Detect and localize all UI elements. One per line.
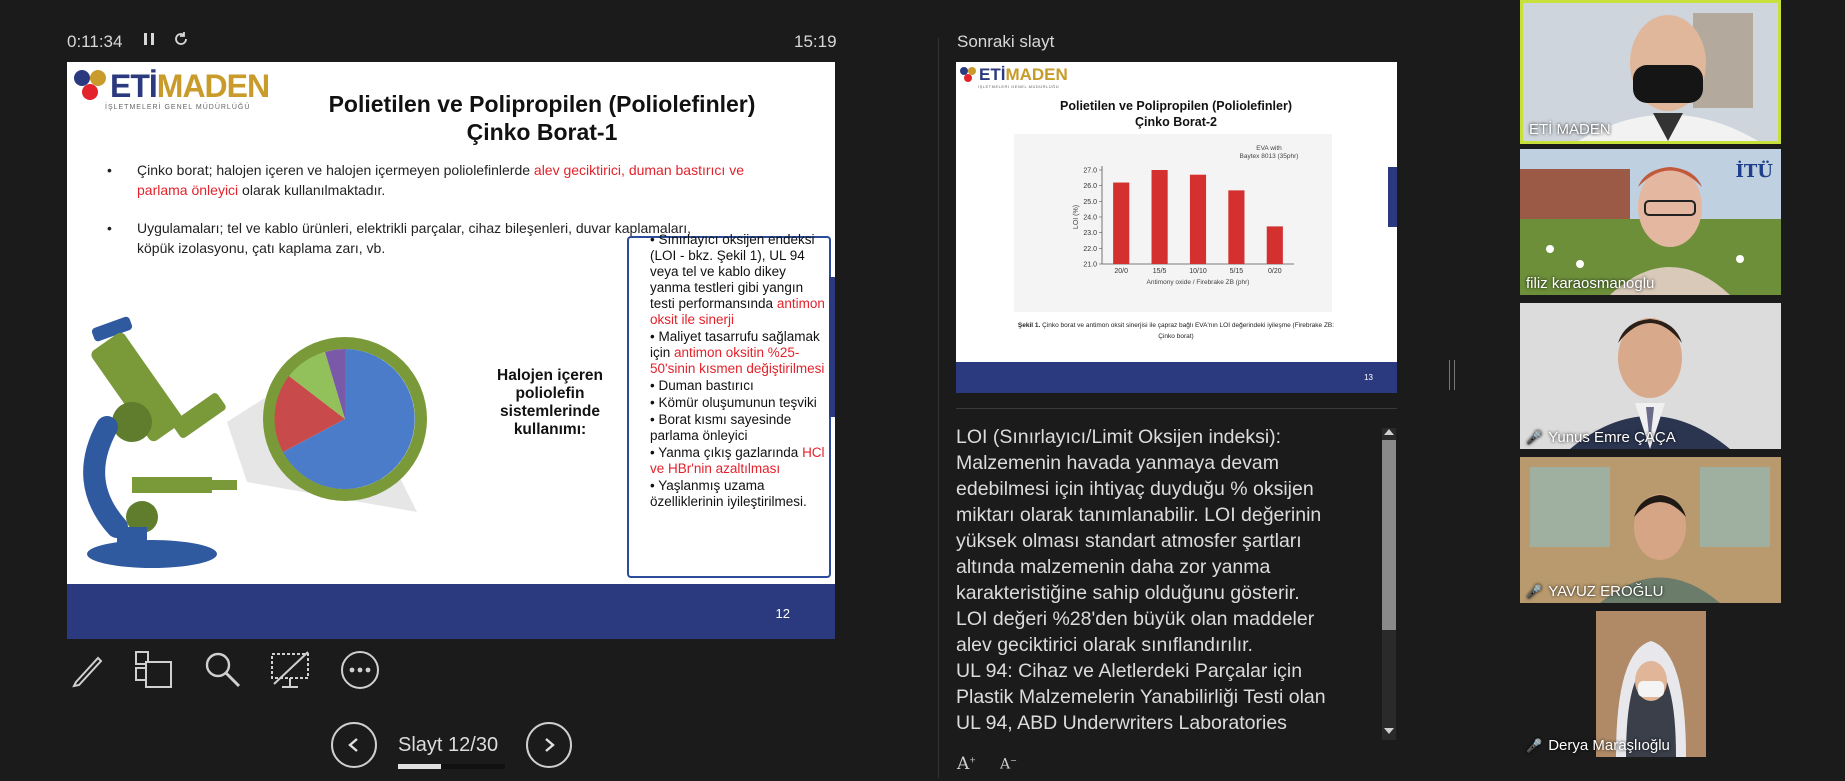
participant-tile[interactable]	[1520, 457, 1781, 603]
y-tick-label: 26.0	[1083, 183, 1097, 191]
notes-separator	[956, 408, 1397, 409]
y-tick-label: 24.0	[1083, 214, 1097, 222]
y-tick-label: 23.0	[1083, 230, 1097, 238]
increase-font-button[interactable]: A+	[957, 754, 976, 774]
bullet1-text-c: olarak kullanılmaktadır.	[238, 182, 386, 198]
bullet1-text-red: alev geciktirici, duman bastırıcı ve parlama önleyici	[137, 162, 744, 198]
participant-video	[1520, 457, 1781, 603]
bullet2-text-a: Uygulamaları; tel ve kablo ürünleri, elektrikli parçalar, cihaz bileşenleri, duvar kaplamaları,	[137, 220, 692, 236]
notes-line: edebilmesi için ihtiyaç duyduğu % oksijen	[956, 478, 1314, 500]
y-tick-label: 27.0	[1083, 167, 1097, 175]
x-axis-label: Antimony oxide / Firebrake ZB (phr)	[1146, 279, 1250, 286]
slide-page-number: 12	[775, 606, 790, 621]
next-logo-subtitle: İŞLETMELERİ GENEL MÜDÜRLÜĞÜ	[978, 84, 1060, 89]
callout-item: • Kömür oluşumunun teşviki	[650, 395, 817, 410]
speaker-notes[interactable]	[956, 424, 1376, 740]
callout-item: • Yanma çıkış gazlarında HCl ve HBr'nin azaltılması	[650, 445, 825, 476]
bullet-text	[137, 218, 691, 258]
x-tick-label: 15/5	[1152, 268, 1167, 275]
slide-progress-fill	[398, 764, 441, 769]
mic-off-icon: 🎤	[1526, 583, 1543, 599]
next-slide-title	[1016, 98, 1336, 130]
participant-name	[1526, 429, 1676, 446]
next-title-line2: Çinko Borat-2	[1135, 115, 1217, 129]
slide-title	[312, 90, 772, 146]
callout-list	[650, 232, 825, 511]
y-tick-label: 25.0	[1083, 198, 1097, 206]
etimaden-logo	[74, 70, 269, 102]
slide-title-line1: Polietilen ve Polipropilen (Poliolefinler)	[328, 91, 756, 117]
participant-tile[interactable]	[1520, 149, 1781, 295]
notes-line: alev geciktirici olarak sınıflandırılır.	[956, 634, 1253, 656]
x-tick-label: 20/0	[1114, 268, 1129, 275]
logo-mark-icon	[74, 70, 106, 102]
bullet2-text-b: köpük izolasyonu, çatı kaplama zarı, vb.	[137, 240, 386, 256]
notes-scroll-thumb[interactable]	[1382, 440, 1396, 630]
scroll-up-icon[interactable]	[1384, 429, 1394, 435]
slide-counter: Slayt 12/30	[398, 734, 499, 756]
mic-off-icon: 🎤	[1526, 737, 1543, 753]
callout-text: Yanma çıkış gazlarında	[658, 445, 803, 460]
participant-name	[1526, 583, 1664, 600]
next-logo	[960, 66, 1068, 83]
callout-text: Borat kısmı sayesinde parlama önleyici	[650, 412, 792, 443]
mic-off-icon: 🎤	[1526, 429, 1543, 445]
caption-text: Çinko borat ve antimon oksit sinerjisi ile çapraz bağlı EVA'nın LOI değerindeki iyileşme (Firebrake ZB: Çinko borat)	[1040, 322, 1335, 340]
notes-line: Malzemenin havada yanmaya devam	[956, 452, 1280, 474]
participant-tile[interactable]	[1520, 611, 1781, 757]
callout-item: • Sınırlayıcı oksijen endeksi (LOI - bkz. Şekil 1), UL 94 veya tel ve kablo dikey yanma testleri gibi yangın testi performansında antimon oksit ile sinerji	[650, 232, 825, 327]
y-axis-label: LOI (%)	[1073, 204, 1080, 230]
loi-bar-chart	[1044, 142, 1334, 302]
previous-slide-button[interactable]	[331, 722, 377, 768]
callout-text: Maliyet tasarrufu sağlamak için	[650, 329, 820, 360]
participant-name-text: Yunus Emre ÇAÇA	[1548, 429, 1676, 446]
notes-line: yüksek olması standart atmosfer şartları	[956, 530, 1302, 552]
callout-item: • Yaşlanmış uzama özelliklerinin iyileştirilmesi.	[650, 478, 807, 509]
notes-line: Plastik Malzemelerin Yanabilirliği Testi olan	[956, 686, 1326, 708]
center-label: Halojen içeren poliolefin sistemlerinde kullanımı:	[497, 367, 603, 438]
pause-icon[interactable]	[142, 30, 156, 53]
black-screen-icon[interactable]	[270, 650, 312, 695]
callout-text-red: antimon oksit ile sinerji	[650, 296, 825, 327]
clock: 15:19	[794, 32, 837, 51]
participant-name-text: Derya Maraşlıoğlu	[1548, 737, 1670, 754]
callout-item: • Maliyet tasarrufu sağlamak için antimon oksitin %25-50'sinin kısmen değiştirilmesi	[650, 329, 825, 376]
participant-tile[interactable]	[1520, 0, 1781, 144]
zoom-icon[interactable]	[203, 650, 243, 695]
notes-line: UL 94, ABD Underwriters Laboratories	[956, 712, 1287, 734]
y-tick-label: 22.0	[1083, 245, 1097, 253]
next-slide-side-tab	[1388, 167, 1397, 227]
callout-item: • Duman bastırıcı	[650, 378, 754, 393]
chart-legend: EVA with Baytex 8013 (35phr)	[1239, 145, 1299, 160]
participant-name	[1529, 121, 1611, 138]
callout-text: Duman bastırıcı	[658, 378, 754, 393]
next-slide-button[interactable]	[526, 722, 572, 768]
logo-mark-icon	[960, 67, 976, 83]
callout-text-red: HCl ve HBr'nin azaltılması	[650, 445, 825, 476]
bullet-mark: •	[107, 220, 112, 236]
logo-brand-a: ETİ	[110, 68, 157, 104]
bar-10/10	[1190, 175, 1206, 264]
notes-line: LOI (Sınırlayıcı/Limit Oksijen indeksi):	[956, 426, 1282, 448]
microscope-pie-illustration	[77, 312, 497, 582]
next-title-line1: Polietilen ve Polipropilen (Poliolefinler)	[1060, 99, 1292, 113]
bullet-item	[107, 160, 797, 200]
callout-text-red: antimon oksitin %25-50'sinin kısmen değiştirilmesi	[650, 345, 825, 376]
x-tick-label: 10/10	[1189, 268, 1207, 275]
itu-badge-text: İTÜ	[1735, 161, 1773, 182]
decrease-font-button[interactable]: A−	[1000, 756, 1017, 773]
bullet-text	[137, 160, 797, 200]
participant-name-text: filiz karaosmanoglu	[1526, 275, 1655, 292]
caption-bold: Şekil 1.	[1017, 322, 1041, 329]
callout-text: Sınırlayıcı oksijen endeksi (LOI - bkz. Şekil 1), UL 94 veya tel ve kablo dikey yanma testleri gibi yangın testi performansında	[650, 232, 815, 311]
participant-name	[1526, 275, 1654, 292]
notes-line: UL 94: Cihaz ve Aletlerdeki Parçalar için	[956, 660, 1303, 682]
chevron-left-icon	[346, 737, 362, 753]
scroll-down-icon[interactable]	[1384, 728, 1394, 734]
callout-text: Kömür oluşumunun teşviki	[658, 395, 817, 410]
chart-caption	[1016, 320, 1336, 342]
next-slide-label: Sonraki slayt	[957, 32, 1055, 51]
slide-title-line2: Çinko Borat-1	[466, 119, 618, 145]
bar-20/0	[1113, 183, 1129, 264]
participant-video	[1596, 611, 1706, 757]
notes-line: miktarı olarak tanımlanabilir. LOI değerinin	[956, 504, 1322, 526]
notes-line: altında malzemenin daha zor yanma	[956, 556, 1271, 578]
pane-divider	[938, 38, 939, 778]
notes-line: karakteristiğine sahip olduğunu gösterir.	[956, 582, 1300, 604]
pane-splitter-handle[interactable]	[1449, 360, 1455, 390]
slide-side-tab	[829, 277, 835, 417]
pen-tool-icon[interactable]	[68, 650, 106, 693]
participant-name	[1526, 737, 1670, 754]
microscope-icon	[87, 316, 237, 568]
bullet1-text-a: Çinko borat; halojen içeren ve halojen içermeyen poliolefinlerde	[137, 162, 534, 178]
current-slide[interactable]	[67, 62, 835, 639]
reset-timer-icon[interactable]	[172, 30, 190, 53]
all-slides-icon[interactable]	[134, 650, 174, 695]
bar-0/20	[1267, 226, 1283, 264]
next-slide-preview[interactable]	[956, 62, 1397, 393]
bar-5/15	[1228, 190, 1244, 264]
decrease-font-label: A	[1000, 756, 1011, 773]
logo-brand-b: MADEN	[156, 68, 270, 104]
next-logo-brand-a: ETİ	[979, 65, 1006, 84]
y-tick-label: 21.0	[1083, 261, 1097, 269]
participant-video	[1520, 303, 1781, 449]
next-slide-page-number: 13	[1364, 373, 1373, 382]
elapsed-timer: 0:11:34	[67, 32, 123, 51]
x-tick-label: 5/15	[1229, 268, 1244, 275]
itu-logo	[1735, 161, 1773, 182]
next-logo-brand-b: MADEN	[1005, 65, 1068, 84]
chevron-right-icon	[541, 737, 557, 753]
slide-footer	[67, 584, 835, 639]
increase-font-label: A	[957, 754, 970, 774]
pie-chart-icon	[263, 337, 427, 501]
logo-subtitle: İŞLETMELERİ GENEL MÜDÜRLÜĞÜ	[105, 104, 251, 111]
participant-tile[interactable]	[1520, 303, 1781, 449]
notes-line: LOI değeri %28'den büyük olan maddeler	[956, 608, 1315, 630]
next-slide-footer	[956, 362, 1397, 393]
participant-name-text: YAVUZ EROĞLU	[1548, 583, 1664, 600]
bar-15/5	[1152, 170, 1168, 264]
callout-text: Yaşlanmış uzama özelliklerinin iyileştirilmesi.	[650, 478, 807, 509]
bullet-mark: •	[107, 162, 112, 178]
x-tick-label: 0/20	[1267, 268, 1282, 275]
participant-name-text: ETİ MADEN	[1529, 121, 1611, 138]
callout-item: • Borat kısmı sayesinde parlama önleyici	[650, 412, 792, 443]
more-options-icon[interactable]	[340, 650, 380, 695]
